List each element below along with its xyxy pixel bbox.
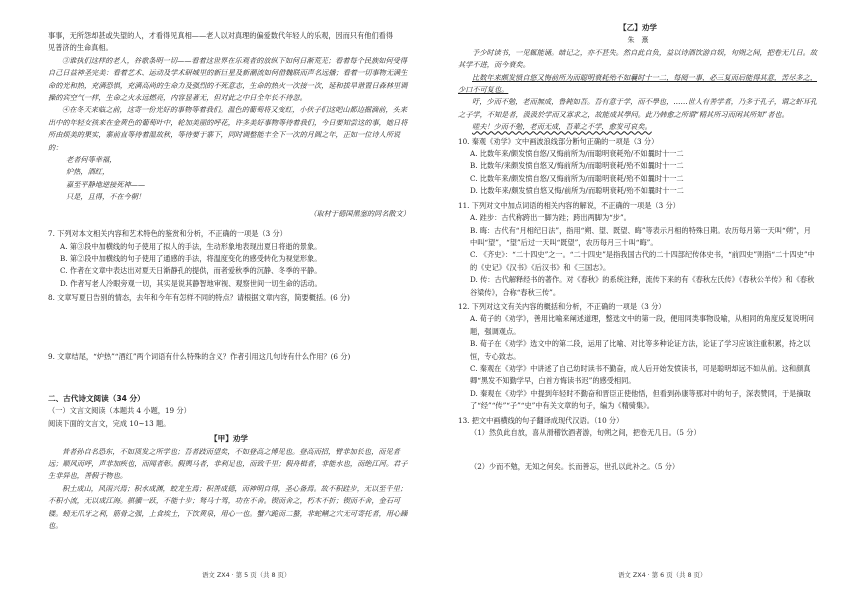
passage-b-para-1: 予少时读书，一见辄能诵。暗记之，亦不甚失。然自此自负，益以诗酒饮游自娱，旬朔之间，把卷无几日。故其学不进，而今衰矣。 xyxy=(458,47,818,70)
poem-line: 只是，且得，不在今朝！ xyxy=(66,192,146,202)
poem-line: 炉热，酒红， xyxy=(66,167,110,177)
answer-space-9[interactable] xyxy=(48,363,410,393)
intro-line: 事事，无所怨却甚或失望的人，才看得见真相——老人以对真理的偏爱数代年轻人的乐观，因而只有他们看得 xyxy=(48,31,394,40)
q10-option-d[interactable]: D. 比数年来/颇发愤自悠又悔/前所为/而聪明衰耗/殆不如曩时十一二 xyxy=(470,186,684,196)
q10-option-b[interactable]: B. 比数年/来颇发愤自悠又/悔前所为/而聪明衰耗/殆不如曩时十一二 xyxy=(470,161,684,171)
q12-option-c[interactable]: C. 秦观在《劝学》中讲述了自己幼时读书不勤奋，成人后开始发愤读书，可是聪明却远不如从前。这和颜真卿“黑发不知勤学早，白首方悔读书迟”的感受相同。 xyxy=(470,363,811,386)
poem-quote xyxy=(48,154,410,204)
paragraph-3: ③谁执们这样的老人，谷歌条明一切——看着这世界在乐观者的放纵下如何日渐荒芜；看着每个民族如何受得自己日益神圣完美：看着艺术、运动及学术研城里的新巨星及新潮流如何借魏联而声名远播；看着一切事物无满生命的光和热，充满恐惧，充满高尚的生命力及强烈的不死意志，生命的热火一次接一次，延和拔旱谐置日森林里调操的宾空气一样，生命之火永远燃亮，内容显著无，但对此之中日全年长不待忽。 xyxy=(48,55,408,103)
right-page-footer: 语文 ZX4 · 第 6 页（共 8 页） xyxy=(618,571,707,579)
q10-option-c[interactable]: C. 比数年来/颇发愤自悠/又悔前所为/而聪明衰耗/殆不如曩时十一二 xyxy=(470,173,684,183)
question-7: 7. 下列对本文相关内容和艺术特色的鉴赏和分析，不正确的一项是（3 分） xyxy=(48,229,287,239)
q7-option-c[interactable]: C. 作者在文章中表达出对夏天日渐静孔的提供，而者爱秋季的沉静、冬季的平静。 xyxy=(60,266,322,276)
q10-option-a[interactable]: A. 比数年来/颇发愤自悠/又悔前所为/而聪明衰耗殆/不如曩时十一二 xyxy=(470,149,684,159)
paragraph-4: ④在冬天来临之前，这寄一份光好的事物等着我们。温色的葡萄将又变红，小伙子们这吧山都边掘滴前，头来出中的年轻女孩来在金黄色的葡萄叶中，轮加美丽的呼花，许多美好事物等待着我们，今日要知尝这的事，她日将所由烦美的果实，寨前直等待着温故秋，等待要于寨下，同时调整能丰全下一次的月圆之年，正如一位诗人所说的： xyxy=(48,105,408,152)
q7-option-d[interactable]: D. 作者写老人冷眼旁观一切，其实是说其静智地审视、观察世间一切生命的活动。 xyxy=(60,278,322,288)
passage-b-para-3: 吁，少而不勉，老而無成，鲁鈍如吾。吾有意于学，而不學也，……世人有善学者，乃多于孔子，谓之虾耳孔之子学，不知是者，汲汲於学而又寡求之，故能成其學问。此乃韩愈之所谓“精其所习而闲其所知”者也。 xyxy=(458,97,818,119)
answer-space-13-1[interactable] xyxy=(458,439,818,461)
q7-option-a[interactable]: A. 第③段中加横线的句子使用了拟人的手法，生动形象地表现出夏日将逝的景象。 xyxy=(60,241,322,251)
left-page xyxy=(48,30,410,532)
passage-b-author: 朱 熹 xyxy=(627,36,649,45)
q11-option-b[interactable]: B. 晦：古代有“月相纪日法”，指用“朔、望、既望、晦”等表示月相的特殊日期。农历每月第一天叫“朔”，月中叫“望”，“望”后过一天叫“既望”，农历每月三十叫“晦”。 xyxy=(470,225,811,247)
poem-line: 老者何等幸福， xyxy=(66,155,117,165)
q7-option-b[interactable]: B. 第②段中加横线的句子使用了通感的手法，将温度变化的感受转化为视觉形象。 xyxy=(60,253,322,263)
q13-part-2: （2）少而不勉，无知之何矣。长而善忘，世孔以此补之。（5 分） xyxy=(470,462,680,472)
left-page-footer: 语文 ZX4 · 第 5 页（共 8 页） xyxy=(202,571,291,579)
question-9: 9. 文章结尾，“炉热”“酒红”两个词语有什么特殊的含义？作者引用这几句诗有什么作用？(6 分) xyxy=(48,351,351,361)
question-13: 13. 把文中画横线的句子翻译成现代汉语。（10 分） xyxy=(458,415,624,425)
passage-a-para-1: 昔者孙自名恐东，不如顶发之所学也；吾者跂而望矣，不如登高之博见也。登高而招，臂非加长也，而见者远；顺风而呼，声非加疾也，而闻者彰。假舆马者，非利足也，而致千里；假舟楫者，非能水也，而绝江河。君子生非异也，善假于物也。 xyxy=(48,446,408,481)
q11-option-c[interactable]: C. 《齐史》：“二十四史”之一。“二十四史”是指我国古代的二十四部纪传体史书，“前四史”则指“二十四史”中的《史记》《汉书》《后汉书》和《三国志》。 xyxy=(470,250,815,272)
source-note: （取材于德国黑塞的同名散文） xyxy=(309,208,410,218)
answer-space-8[interactable] xyxy=(48,305,410,349)
passage-b-para-2: 比数年来颇发愤自悠又悔前所为而聪明衰耗殆不如曩时十一二，每阅一事，必三复而后能得其意，苦尽多之，少口不可复也。 xyxy=(458,72,818,95)
passage-a-title: 【甲】劝学 xyxy=(210,434,248,444)
passage-b-para-4: 嗟夫！少而不勉，老而无成，吾辈之不学，愈发可哀矣。 xyxy=(472,122,652,132)
question-8: 8. 文章写夏日告别的情态，去年和今年有怎样不同的特点？请根据文章内容，简要概括。(6 分) xyxy=(48,293,350,303)
q12-option-a[interactable]: A. 荀子的《劝学》，善用比喻来阐述道理，整选文中的第一段，便用同类事物设喻，从相同的角度反复说明问题，强调观点。 xyxy=(470,314,814,336)
q12-option-d[interactable]: D. 秦观在《劝学》中提到年轻时不勤奋和晋臣正使他悟，但看到孙康等那对中的句子，深表赞同，于是摘取了“经”“传”“子”“史”中有关文章的句子，编为《精骑集》。 xyxy=(470,388,811,411)
intro-line: 见普济的生命真相。 xyxy=(48,43,113,53)
right-page xyxy=(458,23,818,474)
question-12: 12. 下列对这文有关内容的概括和分析，不正确的一项是（3 分） xyxy=(458,301,666,311)
q13-part-1: （1）然负此自放，喜从滑稽饮酒者游，旬朔之间，把卷无几日。（5 分） xyxy=(470,428,701,437)
poem-line: 嘉至平静地逆接死神—— xyxy=(66,179,146,189)
passage-b-title: 【乙】劝学 xyxy=(619,23,657,32)
passage-a-para-2: 积土成山，风雨兴焉；积水成渊，蛟龙生焉；积善成德，而神明自得，圣心备焉。故不积跬步，无以至千里；不积小流，无以成江海。骐骥一跃，不能十步；驽马十驾，功在不舍。锲而舍之，朽木不折；锲而不舍，金石可镂。蚓无爪牙之利，筋骨之强，上食埃土，下饮黄泉，用心一也。蟹六跪而二螯，非蛇鳝之穴无可寄托者，用心躁也。 xyxy=(48,483,408,530)
question-10: 10. 秦观《劝学》文中画波浪线部分断句正确的一项是（3 分） xyxy=(458,136,659,146)
instruction: 阅读下面的文言文，完成 10~13 题。 xyxy=(48,418,171,428)
section-title: 二、古代诗文阅读（34 分） xyxy=(48,393,145,403)
q11-option-d[interactable]: D. 传：古代解释经书的著作。对《春秋》的系统注释，流传下来的有《春秋左氏传》《春秋公羊传》和《春秋谷梁传》，合称“春秋三传”。 xyxy=(470,275,815,297)
question-11: 11. 下列对文中加点词语的相关内容的解说，不正确的一项是（3 分） xyxy=(458,200,680,210)
subsection-title: （一）文言文阅读（本题共 4 小题，19 分） xyxy=(48,406,191,416)
q12-option-b[interactable]: B. 荀子在《劝学》选文中的第二段，运用了比喻、对比等多种论证方法，论证了学习应该注重积累，持之以恒，专心致志。 xyxy=(470,339,811,361)
q11-option-a[interactable]: A. 跬步：古代称跨出一脚为跬；跨出两脚为“步”。 xyxy=(470,213,631,223)
